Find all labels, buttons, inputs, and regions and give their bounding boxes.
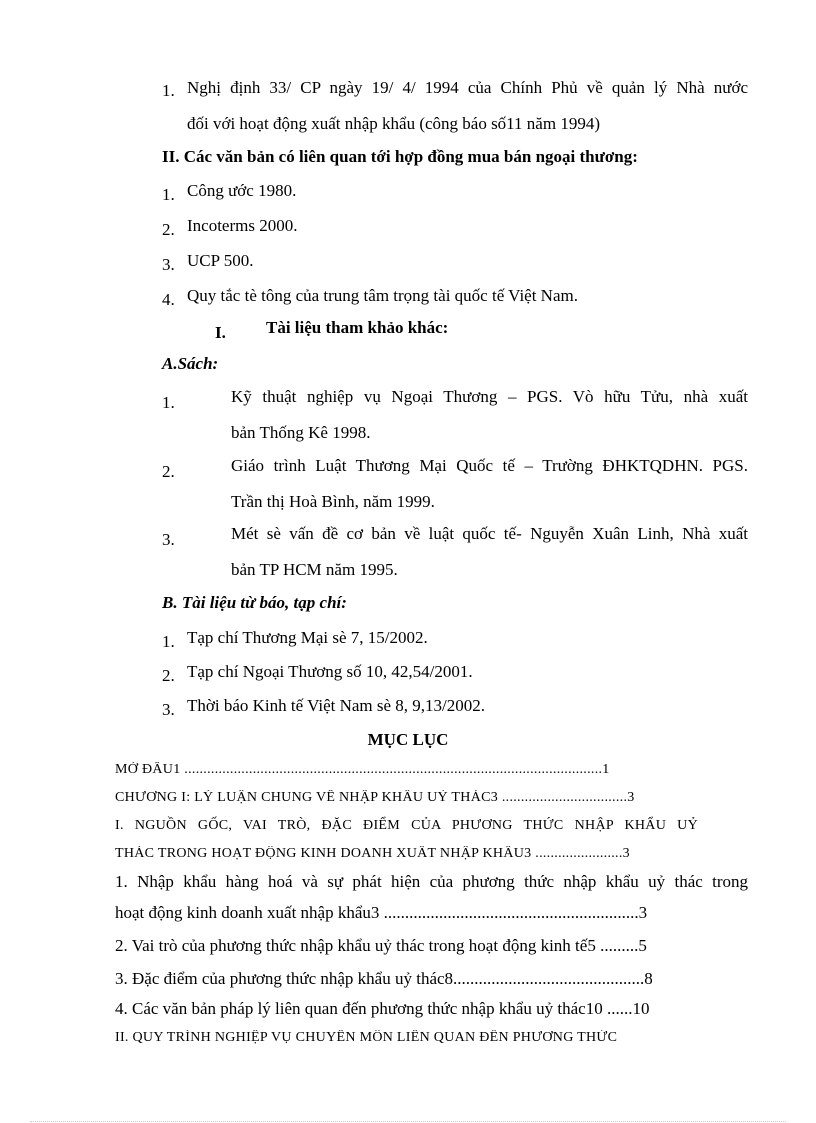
list-item-text: Incoterms 2000. [187,216,298,235]
book-line-2: bản Thống Kê 1998. [231,423,371,442]
book-line-1: Mét sè vấn đề cơ bản về luật quốc tế- Nguyễn Xuân Linh, Nhà xuất [231,524,748,543]
toc-entry[interactable]: 2. Vai trò của phương thức nhập khẩu uỷ thác trong hoạt động kinh tế5 .........5 [115,936,647,955]
list-item-number: 4. [162,290,175,309]
list-item-text: Quy tắc tè tông của trung tâm trọng tài quốc tế Việt Nam. [187,286,578,305]
toc-title: MỤC LỤC [367,730,449,749]
book-line-2: Trần thị Hoà Bình, năm 1999. [231,492,435,511]
list-item-number: 3. [162,255,175,274]
toc-entry[interactable]: 3. Đặc điểm của phương thức nhập khẩu uỷ thác8.............................................8 [115,969,653,988]
periodicals-heading: B. Tài liệu từ báo, tạp chí: [162,593,347,612]
list-item-number: 2. [162,666,175,685]
list-item-text: Công ước 1980. [187,181,297,200]
list-item-number: 1. [162,393,175,412]
decree-number: 1. [162,81,175,100]
list-item-text: Tạp chí Ngoại Thương số 10, 42,54/2001. [187,662,473,681]
toc-entry[interactable]: MỞ ĐẦU1 ..............................................................................................................1 [115,762,610,777]
list-item-number: 1. [162,185,175,204]
decree-line-2: đối với hoạt động xuất nhập khẩu (công báo số11 năm 1994) [187,114,600,133]
list-item-number: 3. [162,700,175,719]
list-item-number: 3. [162,530,175,549]
book-line-2: bản TP HCM năm 1995. [231,560,398,579]
list-item-number: 2. [162,220,175,239]
section-other-roman: I. [215,323,226,342]
toc-entry-line-2[interactable]: hoạt động kinh doanh xuất nhập khẩu3 ............................................................3 [115,903,648,922]
toc-entry[interactable]: 4. Các văn bản pháp lý liên quan đến phương thức nhập khẩu uỷ thác10 ......10 [115,999,650,1018]
book-line-1: Giáo trình Luật Thương Mại Quốc tế – Trường ĐHKTQDHN. PGS. [231,456,748,475]
toc-entry[interactable]: CHƯƠNG I: LÝ LUẬN CHUNG VỀ NHẬP KHẨU UỶ THÁC3 .................................3 [115,790,635,805]
list-item-number: 2. [162,462,175,481]
books-heading: A.Sách: [162,354,219,373]
list-item-number: 1. [162,632,175,651]
list-item-text: UCP 500. [187,251,254,270]
toc-entry[interactable]: II. QUY TRÌNH NGHIỆP VỤ CHUYÊN MÔN LIÊN QUAN ĐẾN PHƯƠNG THỨC [115,1030,618,1045]
section-other-heading: Tài liệu tham khảo khác: [266,318,449,337]
toc-entry-line-1[interactable]: I. NGUỒN GỐC, VAI TRÒ, ĐẶC ĐIỂM CỦA PHƯƠNG THỨC NHẬP KHẨU UỶ [115,818,698,833]
toc-entry-line-2[interactable]: THÁC TRONG HOẠT ĐỘNG KINH DOANH XUẤT NHẬP KHẨU3 .......................3 [115,846,630,861]
section-ii-heading: II. Các văn bản có liên quan tới hợp đồng mua bán ngoại thương: [162,147,638,166]
book-line-1: Kỹ thuật nghiệp vụ Ngoại Thương – PGS. Vò hữu Tửu, nhà xuất [231,387,748,406]
list-item-text: Thời báo Kinh tế Việt Nam sè 8, 9,13/2002. [187,696,486,715]
list-item-text: Tạp chí Thương Mại sè 7, 15/2002. [187,628,428,647]
decree-line-1: Nghị định 33/ CP ngày 19/ 4/ 1994 của Chính Phủ về quản lý Nhà nước [187,78,748,97]
toc-entry-line-1[interactable]: 1. Nhập khẩu hàng hoá và sự phát hiện của phương thức nhập khẩu uỷ thác trong [115,872,748,891]
page-bottom-divider [30,1121,786,1122]
